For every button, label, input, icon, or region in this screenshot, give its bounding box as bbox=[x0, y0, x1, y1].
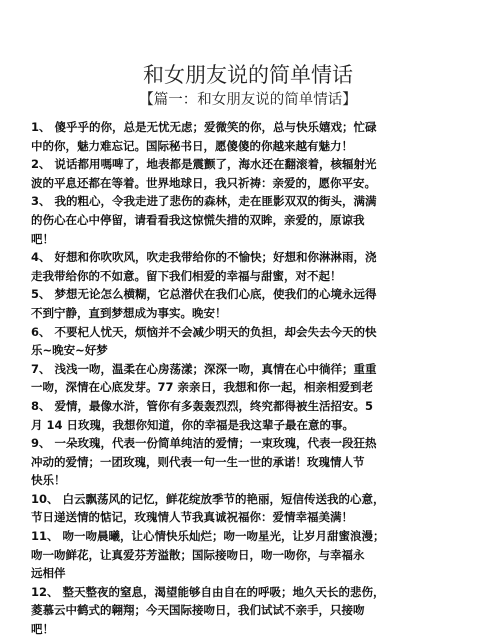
text-line: 菱慕云中鹤式的翱翔；今天国际接吻日，我们试试不亲手，只接吻 bbox=[31, 603, 365, 618]
document-title: 和女朋友说的简单情话 bbox=[143, 63, 353, 87]
text-line: 不到宁静，直到梦想成为事实。晚安！ bbox=[31, 305, 227, 320]
text-line: 乐~晚安~好梦 bbox=[31, 343, 108, 358]
text-line: 4、 好想和你吹吹风，吹走我带给你的不愉快；好想和你淋淋雨，浇 bbox=[31, 250, 377, 265]
text-line: 远相伴 bbox=[31, 566, 66, 581]
text-line: 波的平息还都在等着。世界地球日，我只祈祷：亲爱的，愿你平安。 bbox=[31, 175, 376, 190]
text-line: 10、 白云飘荡风的记忆，鲜花绽放季节的艳丽，短信传送我的心意， bbox=[31, 491, 385, 506]
text-line: 12、 整天整夜的窒息，渴望能够自由自在的呼吸；地久天长的悲伤， bbox=[31, 584, 385, 599]
text-line: 7、 浅浅一吻，温柔在心房荡漾；深深一吻，真情在心中徜徉；重重 bbox=[31, 361, 377, 376]
text-line: 1、 傻乎乎的你，总是无忧无虑；爱微笑的你，总与快乐嬉戏；忙碌 bbox=[31, 120, 377, 134]
text-line: 吧！ bbox=[31, 231, 54, 246]
text-line: 吧！ bbox=[31, 622, 54, 637]
text-line: 9、 一朵玫瑰，代表一份简单纯洁的爱情；一束玫瑰，代表一段狂热 bbox=[31, 436, 377, 451]
text-line: 的伤心在心中停留，请看看我这惊慌失措的双眸，亲爱的，原谅我 bbox=[31, 212, 365, 227]
text-line: 节日递送情的惦记，玫瑰情人节我真诚祝福你：爱情幸福美满！ bbox=[31, 510, 353, 525]
text-line: 11、 吻一吻晨曦，让心情快乐灿烂；吻一吻星光，让岁月甜蜜浪漫； bbox=[31, 529, 385, 544]
text-line: 冲动的爱情；一团玫瑰，则代表一句一生一世的承诺！玫瑰情人节 bbox=[31, 454, 365, 469]
text-line: 中的你，魅力难忘记。国际秘书日，愿傻傻的你越来越有魅力！ bbox=[31, 138, 353, 153]
text-line: 一吻，深情在心底发芽。77 亲亲日，我想和你一起，相亲相爱到老 bbox=[31, 380, 374, 395]
text-line: 8、 爱情，最像水浒，管你有多轰轰烈烈，终究都得被生活招安。5 bbox=[31, 398, 374, 413]
document-body bbox=[31, 118, 467, 639]
text-line: 月 14 日玫瑰，我想你知道，你的幸福是我这辈子最在意的事。 bbox=[31, 417, 355, 432]
text-line: 快乐！ bbox=[31, 473, 66, 488]
text-line: 走我带给你的不如意。留下我们相爱的幸福与甜蜜，对不起！ bbox=[31, 268, 342, 283]
text-line: 6、 不要杞人忧天，烦恼并不会减少明天的负担，却会失去今天的快 bbox=[31, 324, 377, 339]
text-line: 吻一吻鲜花，让真爱芬芳溢散；国际接吻日，吻一吻你，与幸福永 bbox=[31, 547, 365, 562]
text-line: 2、 说话都用嗎啤了，地表都是震颤了，海水还在翻滚着，核辐射光 bbox=[31, 157, 377, 172]
text-line: 3、 我的粗心，令我走进了悲伤的森林，走在匪影双双的街头，满满 bbox=[31, 194, 377, 209]
text-line: 5、 梦想无论怎么横糊，它总潜伏在我们心底，使我们的心境永远得 bbox=[31, 287, 377, 302]
document-subtitle: 【篇一：和女朋友说的简单情话】 bbox=[139, 92, 357, 108]
